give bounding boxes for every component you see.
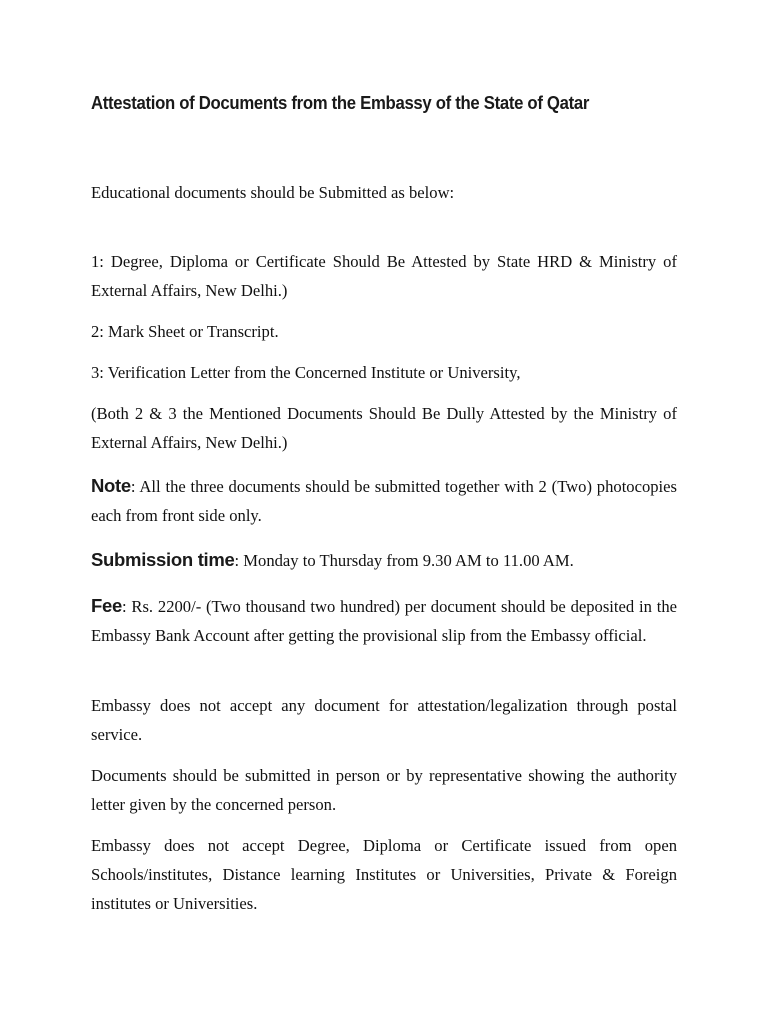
attestation-note: (Both 2 & 3 the Mentioned Documents Should Be Dully Attested by the Ministry of External Affairs, New Delhi.): [91, 404, 677, 452]
note-label: Note: [91, 475, 131, 496]
open-schools-paragraph: Embassy does not accept Degree, Diploma or Certificate issued from open Schools/institutes, Distance learning Institutes or Universities, Private & Foreign institutes or Universities.: [91, 836, 677, 913]
submission-time-paragraph: [91, 545, 677, 575]
document-title: Attestation of Documents from the Embassy of the State of Qatar: [91, 92, 590, 113]
intro-text: Educational documents should be Submitted as below:: [91, 183, 455, 202]
note-paragraph: [91, 471, 677, 530]
postal-service-paragraph: Embassy does not accept any document for attestation/legalization through postal service.: [91, 696, 677, 744]
list-item-verification-letter: 3: Verification Letter from the Concerned Institute or University,: [91, 363, 521, 382]
fee-label: Fee: [91, 595, 122, 616]
in-person-paragraph: Documents should be submitted in person or by representative showing the authority letter given by the concerned person.: [91, 766, 677, 814]
note-text: : All the three documents should be submitted together with 2 (Two) photocopies each from front side only.: [91, 477, 677, 525]
fee-text: : Rs. 2200/- (Two thousand two hundred) per document should be deposited in the Embassy Bank Account after getting the provisional slip from the Embassy official.: [91, 597, 677, 645]
submission-time-label: Submission time: [91, 549, 235, 570]
fee-paragraph: [91, 591, 677, 650]
list-item-mark-sheet: 2: Mark Sheet or Transcript.: [91, 322, 279, 341]
list-item-degree: 1: Degree, Diploma or Certificate Should Be Attested by State HRD & Ministry of External Affairs, New Delhi.): [91, 252, 677, 300]
submission-time-text: : Monday to Thursday from 9.30 AM to 11.00 AM.: [234, 551, 574, 570]
